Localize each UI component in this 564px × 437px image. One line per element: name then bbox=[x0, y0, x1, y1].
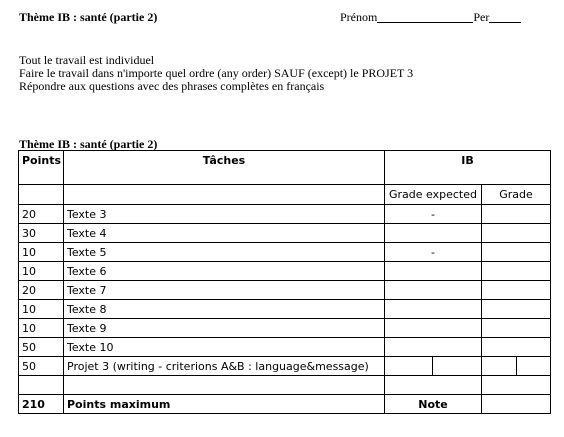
grade-b-cell[interactable] bbox=[517, 357, 551, 376]
table-row bbox=[19, 243, 551, 262]
prenom-label: Prénom bbox=[340, 10, 378, 24]
grade-expected-cell[interactable]: - bbox=[385, 243, 482, 262]
table-row bbox=[19, 205, 551, 224]
table-header-row bbox=[19, 151, 551, 185]
points-cell: 10 bbox=[19, 262, 64, 281]
grade-cell[interactable] bbox=[482, 243, 551, 262]
empty-cell bbox=[19, 185, 64, 205]
points-cell: 20 bbox=[19, 205, 64, 224]
empty-cell bbox=[385, 376, 482, 395]
table-row bbox=[19, 262, 551, 281]
table-row bbox=[19, 281, 551, 300]
ib-header: IB bbox=[385, 151, 551, 185]
tasks-table bbox=[18, 150, 551, 414]
grade-expected-cell[interactable] bbox=[385, 338, 482, 357]
total-points-cell: 210 bbox=[19, 395, 64, 414]
table-row-spacer bbox=[19, 376, 551, 395]
table-row bbox=[19, 319, 551, 338]
grade-cell[interactable] bbox=[482, 300, 551, 319]
points-cell: 10 bbox=[19, 319, 64, 338]
grade-expected-cell[interactable] bbox=[385, 319, 482, 338]
grade-cell[interactable] bbox=[482, 338, 551, 357]
task-cell: Texte 5 bbox=[64, 243, 385, 262]
grade-cell[interactable] bbox=[482, 319, 551, 338]
prenom-blank[interactable] bbox=[377, 10, 473, 23]
points-cell: 50 bbox=[19, 338, 64, 357]
grade-expected-cell[interactable] bbox=[385, 224, 482, 243]
grade-cell[interactable] bbox=[482, 262, 551, 281]
table-row bbox=[19, 224, 551, 243]
taches-header: Tâches bbox=[64, 151, 385, 185]
name-period-fields bbox=[340, 10, 521, 25]
task-cell: Texte 4 bbox=[64, 224, 385, 243]
table-row bbox=[19, 338, 551, 357]
per-blank[interactable] bbox=[489, 10, 521, 23]
grade-expected-cell[interactable] bbox=[385, 300, 482, 319]
instruction-line: Faire le travail dans n'importe quel ordre (any order) SAUF (except) le PROJET 3 bbox=[19, 66, 414, 80]
task-cell: Texte 7 bbox=[64, 281, 385, 300]
grade-expected-b-cell[interactable] bbox=[433, 357, 482, 376]
instruction-line: Tout le travail est individuel bbox=[19, 53, 155, 67]
per-label: Per bbox=[473, 10, 490, 24]
grade-cell[interactable] bbox=[482, 281, 551, 300]
task-cell: Projet 3 (writing - criterions A&B : language&message) bbox=[64, 357, 385, 376]
empty-cell bbox=[64, 376, 385, 395]
task-cell: Texte 8 bbox=[64, 300, 385, 319]
note-value-cell[interactable] bbox=[482, 395, 551, 414]
table-row bbox=[19, 300, 551, 319]
points-cell: 20 bbox=[19, 281, 64, 300]
table-subheader-row bbox=[19, 185, 551, 205]
instruction-line: Répondre aux questions avec des phrases complètes en français bbox=[19, 79, 325, 93]
points-header: Points bbox=[19, 151, 64, 185]
task-cell: Texte 10 bbox=[64, 338, 385, 357]
grade-expected-cell[interactable] bbox=[385, 262, 482, 281]
task-cell: Texte 3 bbox=[64, 205, 385, 224]
grade-header: Grade bbox=[482, 185, 551, 205]
grade-cell[interactable] bbox=[482, 224, 551, 243]
task-cell: Texte 9 bbox=[64, 319, 385, 338]
total-label-cell: Points maximum bbox=[64, 395, 385, 414]
document-title: Thème IB : santé (partie 2) bbox=[19, 10, 158, 24]
grade-expected-header: Grade expected bbox=[385, 185, 482, 205]
note-label-cell: Note bbox=[385, 395, 482, 414]
empty-cell bbox=[19, 376, 64, 395]
points-cell: 10 bbox=[19, 300, 64, 319]
empty-cell bbox=[64, 185, 385, 205]
grade-expected-cell[interactable] bbox=[385, 281, 482, 300]
points-cell: 30 bbox=[19, 224, 64, 243]
grade-a-cell[interactable] bbox=[482, 357, 517, 376]
grade-expected-a-cell[interactable] bbox=[385, 357, 433, 376]
table-heading: Thème IB : santé (partie 2) bbox=[19, 137, 158, 151]
points-cell: 10 bbox=[19, 243, 64, 262]
instructions bbox=[19, 54, 413, 93]
task-cell: Texte 6 bbox=[64, 262, 385, 281]
points-cell: 50 bbox=[19, 357, 64, 376]
grade-expected-cell[interactable]: - bbox=[385, 205, 482, 224]
document-header bbox=[19, 10, 564, 28]
table-row-projet bbox=[19, 357, 551, 376]
grade-cell[interactable] bbox=[482, 205, 551, 224]
empty-cell bbox=[482, 376, 551, 395]
table-total-row bbox=[19, 395, 551, 414]
